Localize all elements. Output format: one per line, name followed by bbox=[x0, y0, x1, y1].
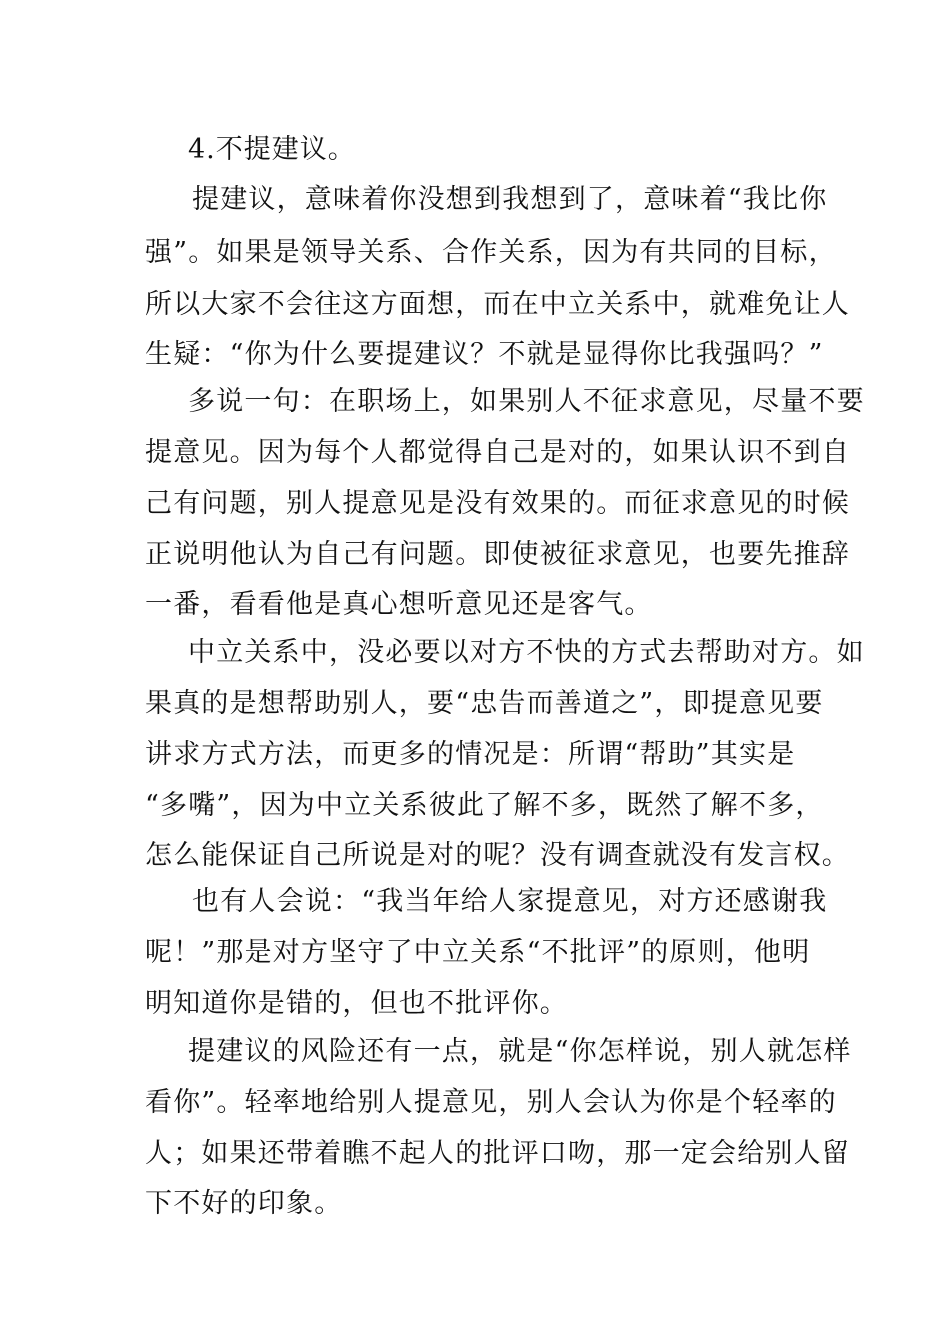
paragraph-line: 人；如果还带着瞧不起人的批评口吻，那一定会给别人留 bbox=[145, 1138, 850, 1169]
section-heading: 4.不提建议。 bbox=[188, 134, 356, 165]
paragraph-line: 明知道你是错的，但也不批评你。 bbox=[145, 988, 568, 1019]
paragraph-line: 也有人会说：“我当年给人家提意见，对方还感谢我 bbox=[192, 886, 828, 917]
paragraph-line: 所以大家不会往这方面想，而在中立关系中，就难免让人 bbox=[145, 289, 850, 320]
paragraph-line: 果真的是想帮助别人，要“忠告而善道之”，即提意见要 bbox=[145, 688, 824, 719]
paragraph-line: 中立关系中，没必要以对方不快的方式去帮助对方。如 bbox=[188, 637, 865, 668]
paragraph-line: 多说一句：在职场上，如果别人不征求意见，尽量不要 bbox=[188, 386, 865, 417]
paragraph-line: 提建议的风险还有一点，就是“你怎样说，别人就怎样 bbox=[188, 1036, 852, 1067]
paragraph-line: 生疑：“你为什么要提建议？不就是显得你比我强吗？” bbox=[145, 339, 824, 370]
paragraph-line: 强”。如果是领导关系、合作关系，因为有共同的目标， bbox=[145, 237, 837, 268]
paragraph-line: 怎么能保证自己所说是对的呢？没有调查就没有发言权。 bbox=[145, 840, 850, 871]
paragraph-line: 讲求方式方法，而更多的情况是：所谓“帮助”其实是 bbox=[145, 739, 796, 770]
paragraph-line: 正说明他认为自己有问题。即使被征求意见，也要先推辞 bbox=[145, 539, 850, 570]
paragraph-line: 己有问题，别人提意见是没有效果的。而征求意见的时候 bbox=[145, 488, 850, 519]
paragraph-line: “多嘴”，因为中立关系彼此了解不多，既然了解不多， bbox=[145, 790, 824, 821]
paragraph-line: 提建议，意味着你没想到我想到了，意味着“我比你 bbox=[192, 184, 828, 215]
paragraph-line: 一番，看看他是真心想听意见还是客气。 bbox=[145, 589, 653, 620]
paragraph-line: 看你”。轻率地给别人提意见，别人会认为你是个轻率的 bbox=[145, 1087, 837, 1118]
paragraph-line: 呢！”那是对方坚守了中立关系“不批评”的原则，他明 bbox=[145, 937, 811, 968]
paragraph-line: 下不好的印象。 bbox=[145, 1188, 343, 1219]
paragraph-line: 提意见。因为每个人都觉得自己是对的，如果认识不到自 bbox=[145, 437, 850, 468]
